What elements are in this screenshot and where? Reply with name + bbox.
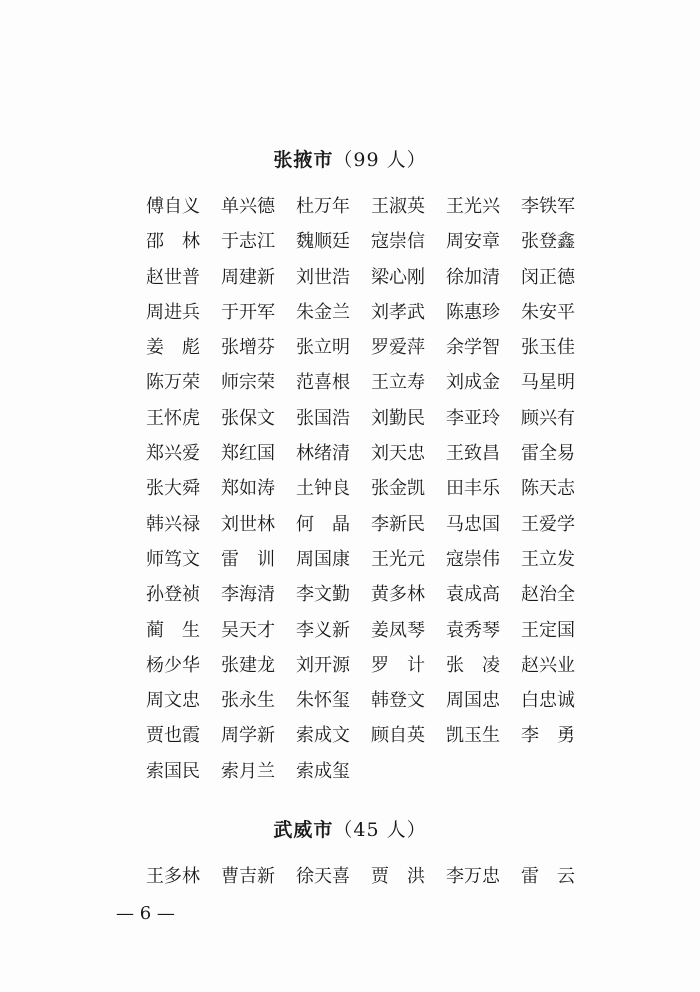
name-entry: 田丰乐 bbox=[446, 478, 500, 500]
name-entry: 朱安平 bbox=[521, 301, 575, 323]
name-entry: 韩登文 bbox=[371, 690, 425, 712]
name-entry: 邵林 bbox=[146, 231, 218, 253]
name-entry: 韩兴禄 bbox=[146, 513, 200, 535]
name-entry: 陈天志 bbox=[521, 478, 575, 500]
name-entry: 于开军 bbox=[221, 301, 275, 323]
name-entry: 郑兴爱 bbox=[146, 443, 200, 465]
name-entry: 马忠国 bbox=[446, 513, 500, 535]
name-entry: 马星明 bbox=[521, 372, 575, 394]
name-entry: 刘世浩 bbox=[296, 266, 350, 288]
name-entry: 周文忠 bbox=[146, 690, 200, 712]
name-entry: 索成玺 bbox=[296, 760, 350, 782]
name-entry: 张立明 bbox=[296, 337, 350, 359]
name-entry: 闵正德 bbox=[521, 266, 575, 288]
name-entry: 朱金兰 bbox=[296, 301, 350, 323]
name-entry: 林绪清 bbox=[296, 443, 350, 465]
name-entry: 王爱学 bbox=[521, 513, 575, 535]
name-entry: 吴天才 bbox=[221, 619, 275, 641]
name-entry: 杨少华 bbox=[146, 654, 200, 676]
name-entry: 雷云 bbox=[521, 866, 593, 887]
name-entry: 李文勤 bbox=[296, 584, 350, 606]
name-entry: 陈万荣 bbox=[146, 372, 200, 394]
name-entry: 梁心刚 bbox=[371, 266, 425, 288]
name-entry: 白忠诚 bbox=[521, 690, 575, 712]
name-entry: 周国康 bbox=[296, 548, 350, 570]
name-entry: 李铁军 bbox=[521, 196, 575, 217]
name-entry: 于志江 bbox=[221, 231, 275, 253]
name-entry: 郑如涛 bbox=[221, 478, 275, 500]
name-entry: 王多林 bbox=[146, 866, 200, 887]
name-entry: 师宗荣 bbox=[221, 372, 275, 394]
name-entry: 陈惠珍 bbox=[446, 301, 500, 323]
name-entry: 张增芬 bbox=[221, 337, 275, 359]
name-entry: 凯玉生 bbox=[446, 725, 500, 747]
name-entry: 贾洪 bbox=[371, 866, 443, 887]
name-entry: 李勇 bbox=[521, 725, 593, 747]
name-entry: 雷全易 bbox=[521, 443, 575, 465]
name-entry: 曹吉新 bbox=[221, 866, 275, 887]
name-entry: 蔺生 bbox=[146, 619, 218, 641]
name-entry: 刘勤民 bbox=[371, 407, 425, 429]
section-name: 张掖市 bbox=[273, 149, 334, 171]
name-entry: 土钟良 bbox=[296, 478, 350, 500]
name-entry: 刘孝武 bbox=[371, 301, 425, 323]
name-entry: 李义新 bbox=[296, 619, 350, 641]
name-entry: 袁成高 bbox=[446, 584, 500, 606]
section-heading-wuwei bbox=[0, 815, 700, 842]
name-entry: 王立寿 bbox=[371, 372, 425, 394]
name-entry: 张保文 bbox=[221, 407, 275, 429]
name-entry: 寇崇伟 bbox=[446, 548, 500, 570]
name-entry: 袁秀琴 bbox=[446, 619, 500, 641]
name-entry: 张登鑫 bbox=[521, 231, 575, 253]
section-count: （45 人） bbox=[333, 819, 427, 841]
name-entry: 姜凤琴 bbox=[371, 619, 425, 641]
name-entry: 刘天忠 bbox=[371, 443, 425, 465]
name-list-zhangye bbox=[146, 196, 596, 796]
name-entry: 李亚玲 bbox=[446, 407, 500, 429]
name-entry: 孙登祯 bbox=[146, 584, 200, 606]
name-entry: 张玉佳 bbox=[521, 337, 575, 359]
name-entry: 索国民 bbox=[146, 760, 200, 782]
name-entry: 王致昌 bbox=[446, 443, 500, 465]
name-list-wuwei bbox=[146, 866, 596, 901]
name-entry: 朱怀玺 bbox=[296, 690, 350, 712]
name-entry: 郑红国 bbox=[221, 443, 275, 465]
page-number: — 6 — bbox=[116, 903, 175, 924]
name-entry: 余学智 bbox=[446, 337, 500, 359]
name-entry: 师笃文 bbox=[146, 548, 200, 570]
name-entry: 王定国 bbox=[521, 619, 575, 641]
name-entry: 罗计 bbox=[371, 654, 443, 676]
name-entry: 张大舜 bbox=[146, 478, 200, 500]
name-entry: 李新民 bbox=[371, 513, 425, 535]
name-entry: 雷训 bbox=[221, 548, 293, 570]
section-name: 武威市 bbox=[273, 819, 334, 841]
name-entry: 赵兴业 bbox=[521, 654, 575, 676]
name-entry: 周国忠 bbox=[446, 690, 500, 712]
name-entry: 周学新 bbox=[221, 725, 275, 747]
name-entry: 周建新 bbox=[221, 266, 275, 288]
name-entry: 寇崇信 bbox=[371, 231, 425, 253]
name-entry: 赵世普 bbox=[146, 266, 200, 288]
name-entry: 贾也霞 bbox=[146, 725, 200, 747]
name-entry: 张国浩 bbox=[296, 407, 350, 429]
name-entry: 索成文 bbox=[296, 725, 350, 747]
name-entry: 顾兴有 bbox=[521, 407, 575, 429]
name-entry: 王怀虎 bbox=[146, 407, 200, 429]
name-entry: 傅自义 bbox=[146, 196, 200, 217]
name-entry: 周进兵 bbox=[146, 301, 200, 323]
name-entry: 刘世林 bbox=[221, 513, 275, 535]
name-entry: 姜彪 bbox=[146, 337, 218, 359]
name-entry: 张建龙 bbox=[221, 654, 275, 676]
name-entry: 王淑英 bbox=[371, 196, 425, 217]
name-entry: 王光元 bbox=[371, 548, 425, 570]
name-entry: 张凌 bbox=[446, 654, 518, 676]
section-count: （99 人） bbox=[333, 149, 427, 171]
name-entry: 李海清 bbox=[221, 584, 275, 606]
name-entry: 赵治全 bbox=[521, 584, 575, 606]
name-entry: 魏顺廷 bbox=[296, 231, 350, 253]
name-entry: 徐加清 bbox=[446, 266, 500, 288]
name-entry: 王立发 bbox=[521, 548, 575, 570]
name-entry: 王光兴 bbox=[446, 196, 500, 217]
name-entry: 刘成金 bbox=[446, 372, 500, 394]
name-entry: 罗爱萍 bbox=[371, 337, 425, 359]
section-heading-zhangye bbox=[0, 145, 700, 172]
name-entry: 顾自英 bbox=[371, 725, 425, 747]
name-entry: 杜万年 bbox=[296, 196, 350, 217]
name-entry: 范喜根 bbox=[296, 372, 350, 394]
name-entry: 徐天喜 bbox=[296, 866, 350, 887]
name-entry: 刘开源 bbox=[296, 654, 350, 676]
name-entry: 索月兰 bbox=[221, 760, 275, 782]
name-entry: 张金凯 bbox=[371, 478, 425, 500]
name-entry: 张永生 bbox=[221, 690, 275, 712]
name-entry: 单兴德 bbox=[221, 196, 275, 217]
name-entry: 黄多林 bbox=[371, 584, 425, 606]
name-entry: 周安章 bbox=[446, 231, 500, 253]
name-entry: 何晶 bbox=[296, 513, 368, 535]
name-entry: 李万忠 bbox=[446, 866, 500, 887]
